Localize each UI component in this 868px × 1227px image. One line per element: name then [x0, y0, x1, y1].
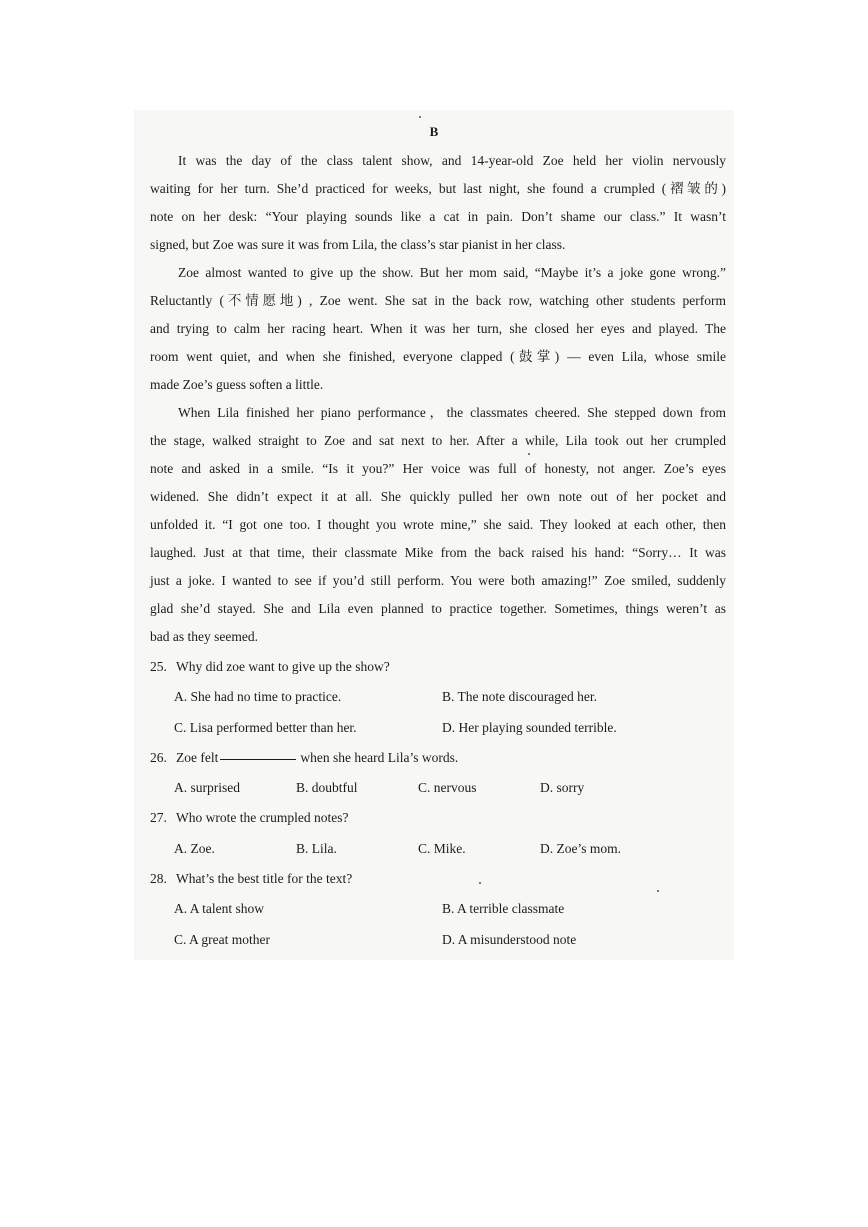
passage-line: Zoe almost wanted to give up the show. But her mom said, “Maybe it’s a joke gone wrong.” — [178, 265, 726, 280]
scan-speck — [419, 116, 421, 118]
answer-option: A. surprised — [174, 780, 240, 796]
answer-option: D. A misunderstood note — [442, 931, 577, 947]
passage-line: the stage, walked straight to Zoe and sat next to her. After a while, Lila took out her crumpled — [150, 433, 726, 448]
passage-line: room went quiet, and when she finished, everyone clapped (鼓掌) — even Lila, whose smile — [150, 349, 726, 364]
answer-option: B. A terrible classmate — [442, 901, 565, 917]
passage-line: When Lila finished her piano performance，the classmates cheered. She stepped down from — [178, 405, 726, 420]
answer-option: D. Her playing sounded terrible. — [442, 719, 617, 735]
passage-line: signed, but Zoe was sure it was from Lila, the class’s star pianist in her class. — [150, 237, 566, 252]
options-row — [150, 773, 726, 803]
options-row — [150, 894, 726, 924]
passage-line: It was the day of the class talent show, and 14-year-old Zoe held her violin nervously — [178, 153, 726, 168]
options-row — [150, 834, 726, 864]
answer-option: B. The note discouraged her. — [442, 689, 597, 705]
answer-option: D. sorry — [540, 780, 585, 796]
question-28 — [150, 864, 726, 894]
options-row — [150, 682, 726, 712]
passage-line: just a joke. I wanted to see if you’d still perform. You were both amazing!” Zoe smiled, suddenly — [150, 573, 726, 588]
passage-line: and trying to calm her racing heart. When it was her turn, she closed her eyes and played. The — [150, 321, 726, 336]
passage-line: note and asked in a smile. “Is it you?” Her voice was full of honesty, not anger. Zoe’s eyes — [150, 461, 726, 476]
passage-line: note on her desk: “Your playing sounds like a cat in pain. Don’t shame our class.” It wasn’t — [150, 209, 726, 224]
question-number: 25. — [150, 659, 167, 674]
answer-option: D. Zoe’s mom. — [540, 840, 621, 856]
question-list — [150, 652, 726, 955]
answer-option: A. Zoe. — [174, 840, 215, 856]
question-number: 27. — [150, 810, 167, 826]
question-25 — [150, 652, 726, 682]
answer-option: A. She had no time to practice. — [174, 689, 342, 705]
question-stem: Who wrote the crumpled notes? — [176, 810, 349, 826]
reading-passage — [150, 147, 726, 651]
answer-option: C. A great mother — [174, 931, 270, 947]
answer-option: B. doubtful — [296, 780, 358, 796]
passage-line: glad she’d stayed. She and Lila even planned to practice together. Sometimes, things weren’t as — [150, 601, 726, 616]
passage-line: Reluctantly (不情愿地) , Zoe went. She sat in the back row, watching other students perform — [150, 293, 726, 308]
question-number: 28. — [150, 871, 167, 887]
question-number: 26. — [150, 749, 167, 765]
options-row — [150, 925, 726, 955]
question-27 — [150, 803, 726, 833]
answer-option: C. nervous — [418, 780, 477, 796]
answer-option: A. A talent show — [174, 901, 264, 917]
section-title: B — [429, 124, 439, 139]
passage-line: bad as they seemed. — [150, 629, 258, 644]
question-stem-after-blank: when she heard Lila’s words. — [300, 749, 459, 765]
passage-line: waiting for her turn. She’d practiced for weeks, but last night, she found a crumpled (褶皱的) — [150, 181, 726, 196]
passage-line: widened. She didn’t expect it at all. She quickly pulled her own note out of her pocket and — [150, 489, 726, 504]
question-stem: What’s the best title for the text? — [176, 871, 353, 887]
passage-line: unfolded it. “I got one too. I thought you wrote mine,” she said. They looked at each other, then — [150, 517, 726, 532]
question-26 — [150, 743, 726, 773]
answer-blank — [220, 743, 296, 760]
passage-line: laughed. Just at that time, their classmate Mike from the back raised his hand: “Sorry… It was — [150, 545, 726, 560]
question-stem: Why did zoe want to give up the show? — [176, 659, 390, 674]
answer-option: C. Mike. — [418, 840, 466, 856]
answer-option: C. Lisa performed better than her. — [174, 719, 357, 735]
answer-option: B. Lila. — [296, 840, 337, 856]
passage-line: made Zoe’s guess soften a little. — [150, 377, 324, 392]
question-stem-before-blank: Zoe felt — [176, 749, 219, 765]
options-row — [150, 713, 726, 743]
